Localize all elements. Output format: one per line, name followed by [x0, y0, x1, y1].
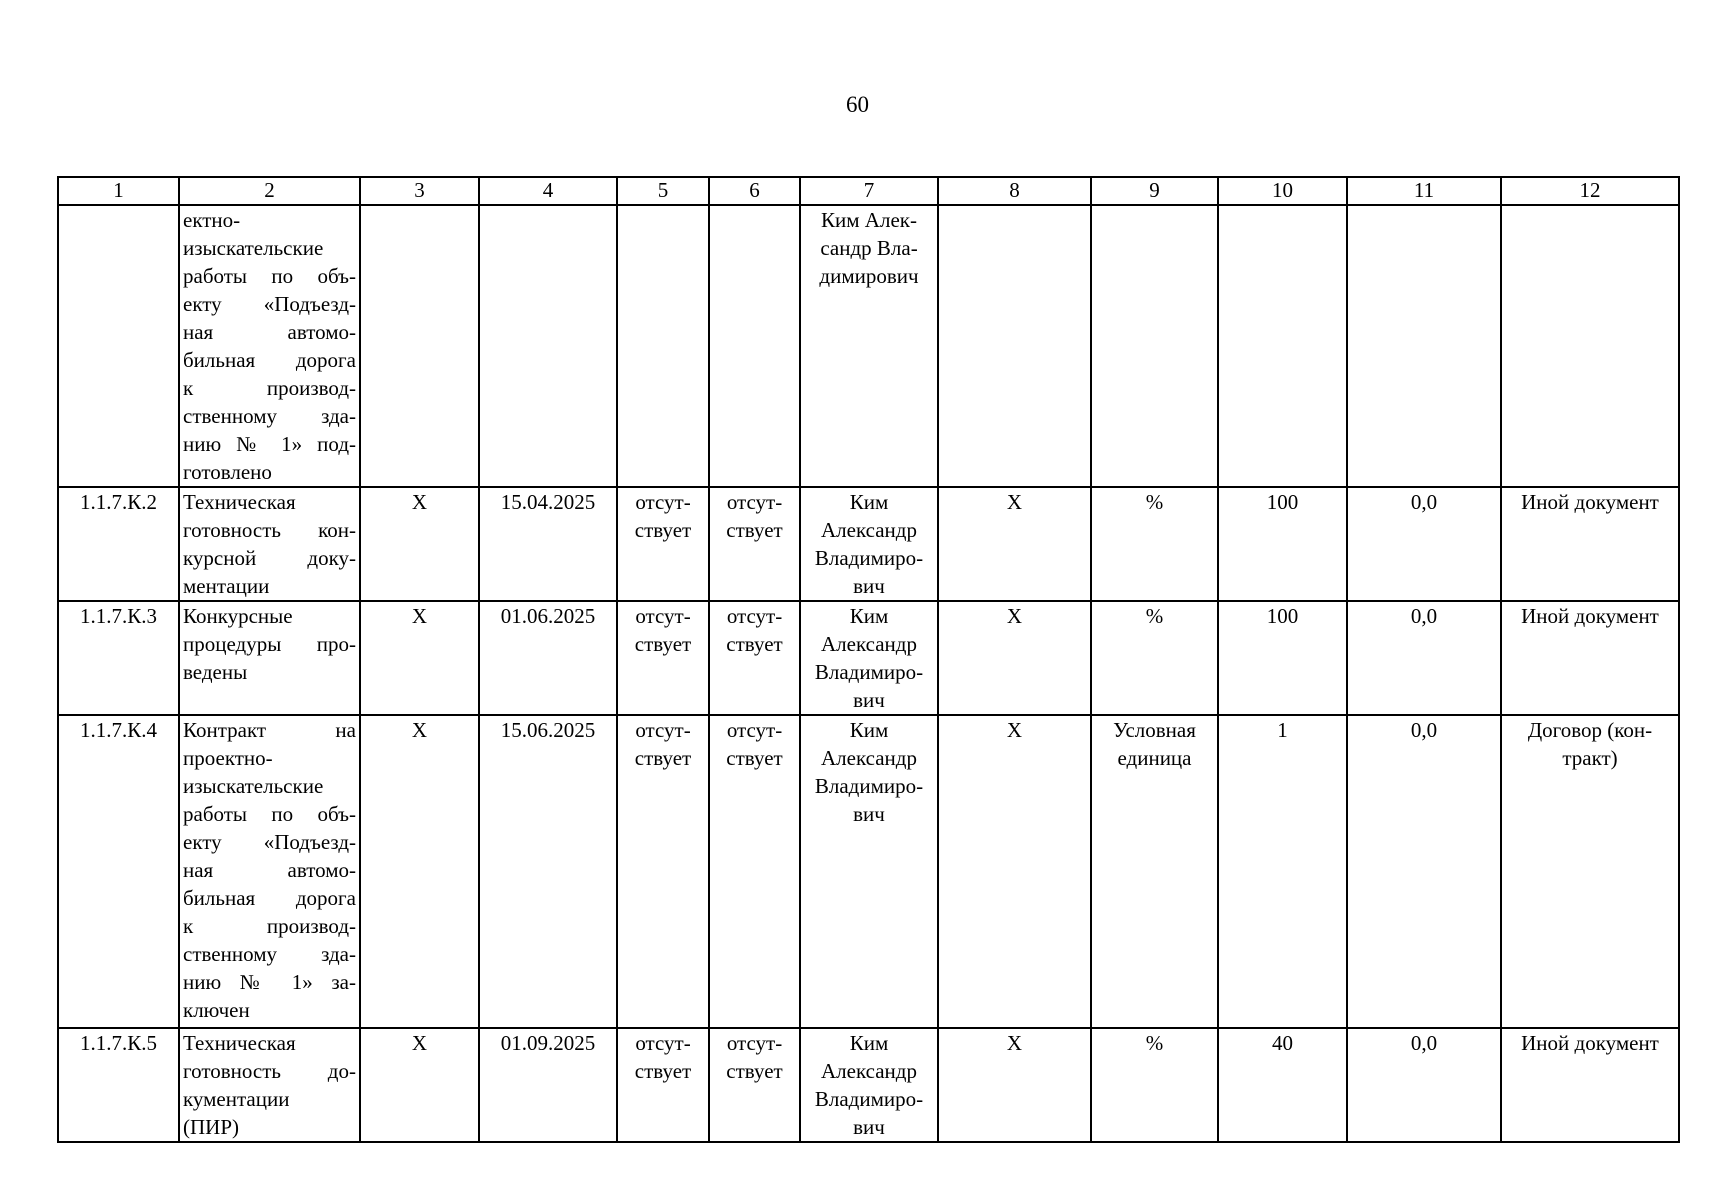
cell-responsible-line: сандр Вла- [820, 236, 918, 260]
cell-col5-line: отсут- [635, 718, 691, 742]
cell-responsible-line: вич [853, 574, 885, 598]
cell-col6 [709, 715, 800, 1028]
cell-unit-line: единица [1117, 746, 1192, 770]
cell-code [58, 487, 179, 601]
cell-col6 [709, 1028, 800, 1142]
cell-description-line: нию № 1» под- [183, 432, 356, 456]
cell-col6-line: ствует [726, 632, 783, 656]
cell-description-line: ная автомо- [183, 320, 356, 344]
table-row [58, 1028, 1679, 1142]
table-row [58, 205, 1679, 487]
column-header-2: 2 [179, 177, 360, 205]
cell-description [179, 205, 360, 487]
cell-col8 [938, 601, 1091, 715]
cell-col3-text: X [411, 718, 428, 742]
cell-col6-line: ствует [726, 746, 783, 770]
cell-code-text: 1.1.7.К.3 [79, 604, 157, 628]
cell-responsible-line: Владимиро- [814, 774, 924, 798]
cell-responsible-line: Александр [821, 518, 917, 542]
cell-description-line: ектно- [183, 208, 241, 232]
cell-description-line: изыскательские [183, 774, 324, 798]
cell-code [58, 715, 179, 1028]
cell-col5-line: ствует [634, 746, 692, 770]
cell-description-line: к производ- [183, 376, 356, 400]
cell-col8-text: X [1006, 604, 1023, 628]
page-number: 60 [846, 92, 869, 117]
cell-value-text: 40 [1272, 1031, 1293, 1055]
cell-responsible-line: Александр [821, 632, 917, 656]
cell-description-line: бильная дорога [183, 886, 356, 910]
cell-description-line: ственному зда- [183, 942, 356, 966]
cell-value [1218, 205, 1347, 487]
column-header-6: 6 [709, 177, 800, 205]
cell-date-text: 15.06.2025 [500, 718, 596, 742]
cell-col6 [709, 205, 800, 487]
cell-col5 [617, 205, 709, 487]
cell-description-line: бильная дорога [183, 348, 356, 372]
cell-col11-text: 0,0 [1410, 604, 1438, 628]
cell-document-type-line: Иной документ [1521, 604, 1659, 628]
column-header-12: 12 [1501, 177, 1679, 205]
cell-description-line: кументации [183, 1087, 290, 1111]
cell-description-line: процедуры про- [183, 632, 356, 656]
cell-document-type-line: Иной документ [1521, 1031, 1659, 1055]
cell-description-line: ведены [183, 660, 248, 684]
cell-unit-line: % [1145, 604, 1164, 628]
header-row [58, 177, 1679, 205]
cell-col3 [360, 715, 479, 1028]
cell-responsible-line: Владимиро- [814, 546, 924, 570]
cell-value [1218, 601, 1347, 715]
column-header-7: 7 [800, 177, 938, 205]
column-header-5: 5 [617, 177, 709, 205]
cell-date-text: 01.06.2025 [500, 604, 596, 628]
cell-col3-text: X [411, 1031, 428, 1055]
cell-description-line: екту «Подъезд- [183, 292, 356, 316]
cell-col5 [617, 715, 709, 1028]
cell-col11 [1347, 715, 1501, 1028]
cell-col3 [360, 601, 479, 715]
cell-col5-line: ствует [634, 518, 692, 542]
cell-col3-text: X [411, 604, 428, 628]
cell-unit [1091, 715, 1218, 1028]
document-table [57, 176, 1680, 1143]
cell-code-text: 1.1.7.К.2 [79, 490, 157, 514]
cell-value [1218, 715, 1347, 1028]
cell-responsible [800, 487, 938, 601]
cell-code-text: 1.1.7.К.5 [79, 1031, 157, 1055]
cell-description-line: к производ- [183, 914, 356, 938]
cell-description-line: Техническая [183, 490, 296, 514]
cell-date [479, 601, 617, 715]
cell-col3 [360, 1028, 479, 1142]
cell-col5-line: отсут- [635, 490, 691, 514]
cell-responsible-line: димирович [819, 264, 919, 288]
cell-col6-line: ствует [726, 518, 783, 542]
cell-responsible-line: Александр [821, 1059, 917, 1083]
cell-col3 [360, 205, 479, 487]
cell-description-line: (ПИР) [183, 1115, 239, 1139]
column-header-1: 1 [58, 177, 179, 205]
cell-description-line: ментации [183, 574, 270, 598]
cell-description-line: Контракт на [183, 718, 356, 742]
cell-col11 [1347, 205, 1501, 487]
cell-responsible [800, 601, 938, 715]
cell-description [179, 601, 360, 715]
cell-col5-line: отсут- [635, 604, 691, 628]
cell-col8 [938, 205, 1091, 487]
cell-col8 [938, 487, 1091, 601]
cell-document-type-line: тракт) [1562, 746, 1618, 770]
cell-description-line: Конкурсные [183, 604, 293, 628]
cell-col6-line: отсут- [726, 604, 783, 628]
cell-document-type [1501, 1028, 1679, 1142]
cell-unit-line: % [1145, 490, 1164, 514]
cell-col8-text: X [1006, 490, 1023, 514]
cell-responsible-line: Александр [821, 746, 917, 770]
cell-description-line: курсной доку- [183, 546, 356, 570]
cell-date-text: 15.04.2025 [500, 490, 596, 514]
cell-responsible-line: вич [853, 802, 885, 826]
cell-responsible-line: Ким [849, 604, 889, 628]
table-row [58, 715, 1679, 1028]
cell-unit [1091, 1028, 1218, 1142]
cell-value [1218, 487, 1347, 601]
table-row [58, 601, 1679, 715]
cell-responsible-line: Ким Алек- [821, 208, 917, 232]
cell-responsible [800, 1028, 938, 1142]
cell-col6-line: отсут- [726, 1031, 783, 1055]
cell-value [1218, 1028, 1347, 1142]
column-header-9: 9 [1091, 177, 1218, 205]
cell-value-text: 100 [1266, 604, 1299, 628]
column-header-3: 3 [360, 177, 479, 205]
cell-col8-text: X [1006, 1031, 1023, 1055]
cell-date [479, 487, 617, 601]
cell-responsible-line: Ким [849, 718, 889, 742]
cell-code [58, 1028, 179, 1142]
cell-col11 [1347, 1028, 1501, 1142]
cell-code-text: 1.1.7.К.4 [79, 718, 157, 742]
column-header-8: 8 [938, 177, 1091, 205]
cell-col6-line: отсут- [726, 718, 783, 742]
cell-col6 [709, 601, 800, 715]
cell-responsible-line: Ким [849, 1031, 889, 1055]
cell-col11 [1347, 487, 1501, 601]
cell-description-line: екту «Подъезд- [183, 830, 356, 854]
cell-description-line: готовлено [183, 460, 272, 484]
cell-unit [1091, 205, 1218, 487]
cell-description [179, 1028, 360, 1142]
column-header-11: 11 [1347, 177, 1501, 205]
cell-document-type-line: Иной документ [1521, 490, 1659, 514]
cell-col6 [709, 487, 800, 601]
cell-description [179, 715, 360, 1028]
cell-col6-line: ствует [726, 1059, 783, 1083]
cell-date [479, 715, 617, 1028]
cell-col5-line: ствует [634, 1059, 692, 1083]
cell-description-line: готовность кон- [183, 518, 356, 542]
table-row [58, 487, 1679, 601]
cell-responsible [800, 715, 938, 1028]
cell-col8 [938, 715, 1091, 1028]
cell-description-line: работы по объ- [183, 802, 356, 826]
cell-col3 [360, 487, 479, 601]
cell-document-type [1501, 601, 1679, 715]
cell-description-line: работы по объ- [183, 264, 356, 288]
cell-value-text: 100 [1266, 490, 1299, 514]
cell-col8 [938, 1028, 1091, 1142]
cell-unit [1091, 487, 1218, 601]
cell-document-type [1501, 487, 1679, 601]
cell-unit-line: Условная [1113, 718, 1196, 742]
cell-responsible-line: Владимиро- [814, 1087, 924, 1111]
cell-document-type [1501, 205, 1679, 487]
cell-col5 [617, 601, 709, 715]
cell-date [479, 205, 617, 487]
cell-description-line: готовность до- [183, 1059, 356, 1083]
cell-code [58, 601, 179, 715]
cell-col5 [617, 487, 709, 601]
cell-document-type-line: Договор (кон- [1527, 718, 1653, 742]
cell-col11-text: 0,0 [1410, 1031, 1438, 1055]
cell-col11-text: 0,0 [1410, 718, 1438, 742]
column-header-4: 4 [479, 177, 617, 205]
cell-description-line: нию № 1» за- [183, 970, 356, 994]
cell-col5 [617, 1028, 709, 1142]
cell-col5-line: отсут- [635, 1031, 691, 1055]
cell-date [479, 1028, 617, 1142]
cell-responsible [800, 205, 938, 487]
cell-description-line: проектно- [183, 746, 273, 770]
cell-col6-line: отсут- [726, 490, 783, 514]
column-header-10: 10 [1218, 177, 1347, 205]
cell-description-line: изыскательские [183, 236, 324, 260]
cell-responsible-line: вич [853, 688, 885, 712]
cell-description-line: Техническая [183, 1031, 296, 1055]
cell-col11 [1347, 601, 1501, 715]
cell-col8-text: X [1006, 718, 1023, 742]
cell-value-text: 1 [1277, 718, 1288, 742]
cell-responsible-line: Владимиро- [814, 660, 924, 684]
cell-code [58, 205, 179, 487]
cell-col3-text: X [411, 490, 428, 514]
cell-description-line: ственному зда- [183, 404, 356, 428]
cell-description [179, 487, 360, 601]
cell-description-line: ключен [183, 998, 250, 1022]
cell-unit [1091, 601, 1218, 715]
cell-col5-line: ствует [634, 632, 692, 656]
cell-responsible-line: вич [853, 1115, 885, 1139]
cell-date-text: 01.09.2025 [500, 1031, 596, 1055]
cell-col11-text: 0,0 [1410, 490, 1438, 514]
cell-unit-line: % [1145, 1031, 1164, 1055]
cell-description-line: ная автомо- [183, 858, 356, 882]
cell-document-type [1501, 715, 1679, 1028]
table-body [58, 205, 1679, 1142]
cell-responsible-line: Ким [849, 490, 889, 514]
